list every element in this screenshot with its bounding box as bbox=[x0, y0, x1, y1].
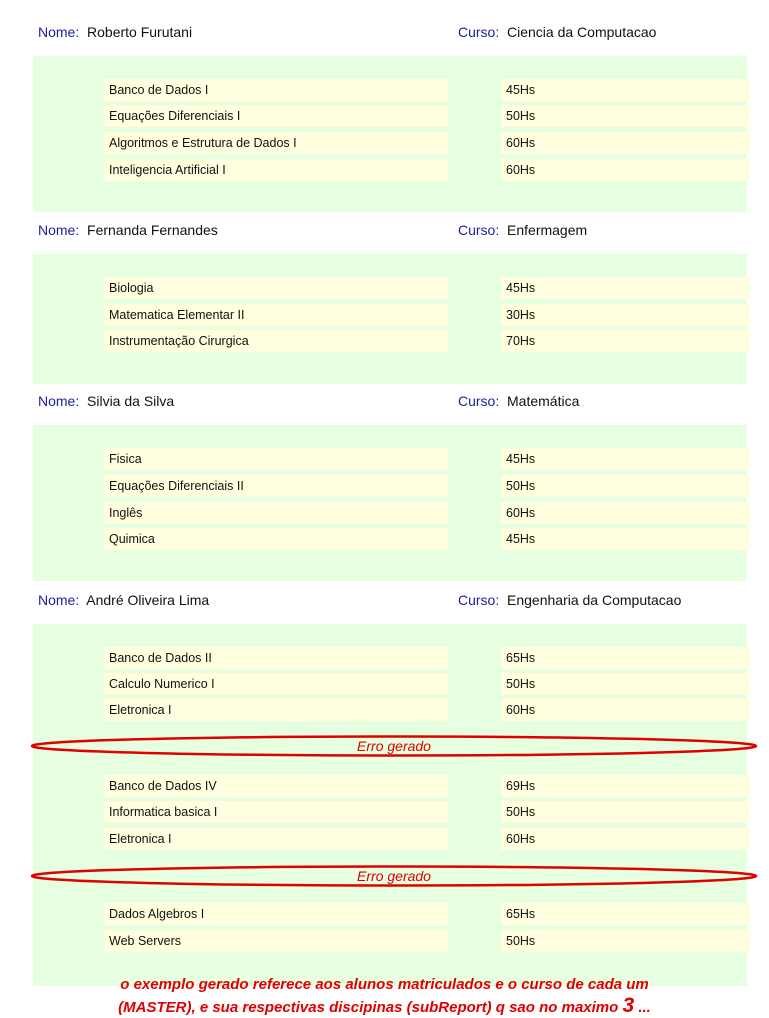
discipline-row: Equações Diferenciais I 50Hs bbox=[0, 105, 769, 127]
student-header bbox=[0, 389, 769, 413]
student-name: Nome: Roberto Furutani bbox=[38, 24, 193, 40]
student-course: Curso: Engenharia da Computacao bbox=[458, 592, 682, 608]
discipline-row: Banco de Dados I 45Hs bbox=[0, 79, 769, 101]
footnote-line2: (MASTER), e sua respectivas discipinas (subReport) q sao no maximo 3 ... bbox=[118, 994, 651, 1017]
error-label: Erro gerado bbox=[357, 738, 431, 754]
discipline-row: Instrumentação Cirurgica 70Hs bbox=[0, 330, 769, 352]
student-header bbox=[0, 588, 769, 612]
footnote-max: 3 bbox=[622, 994, 635, 1017]
discipline-row: Eletronica I 60Hs bbox=[0, 828, 769, 850]
discipline-row: Calculo Numerico I 50Hs bbox=[0, 673, 769, 695]
error-marker bbox=[30, 865, 758, 887]
footnote bbox=[0, 974, 769, 1018]
footnote-line1: o exemplo gerado referece aos alunos matriculados e o curso de cada um bbox=[120, 976, 649, 993]
discipline-row: Banco de Dados II 65Hs bbox=[0, 647, 769, 669]
discipline-row: Matematica Elementar II 30Hs bbox=[0, 304, 769, 326]
discipline-row: Banco de Dados IV 69Hs bbox=[0, 775, 769, 797]
discipline-row: Web Servers 50Hs bbox=[0, 930, 769, 952]
error-label: Erro gerado bbox=[357, 868, 431, 884]
discipline-row: Inteligencia Artificial I 60Hs bbox=[0, 159, 769, 181]
student-course: Curso: Matemática bbox=[458, 393, 580, 409]
discipline-row: Dados Algebros I 65Hs bbox=[0, 903, 769, 925]
student-header bbox=[0, 20, 769, 44]
discipline-row: Informatica basica I 50Hs bbox=[0, 801, 769, 823]
discipline-row: Equações Diferenciais II 50Hs bbox=[0, 475, 769, 497]
error-marker bbox=[30, 735, 758, 757]
student-course: Curso: Ciencia da Computacao bbox=[458, 24, 657, 40]
discipline-row: Fisica 45Hs bbox=[0, 448, 769, 470]
student-name: Nome: André Oliveira Lima bbox=[38, 592, 210, 608]
student-header bbox=[0, 218, 769, 242]
discipline-row: Inglês 60Hs bbox=[0, 502, 769, 524]
discipline-row: Eletronica I 60Hs bbox=[0, 699, 769, 721]
discipline-row: Quimica 45Hs bbox=[0, 528, 769, 550]
discipline-row: Algoritmos e Estrutura de Dados I 60Hs bbox=[0, 132, 769, 154]
student-name: Nome: Silvia da Silva bbox=[38, 393, 175, 409]
student-name: Nome: Fernanda Fernandes bbox=[38, 222, 218, 238]
discipline-row: Biologia 45Hs bbox=[0, 277, 769, 299]
student-course: Curso: Enfermagem bbox=[458, 222, 588, 238]
